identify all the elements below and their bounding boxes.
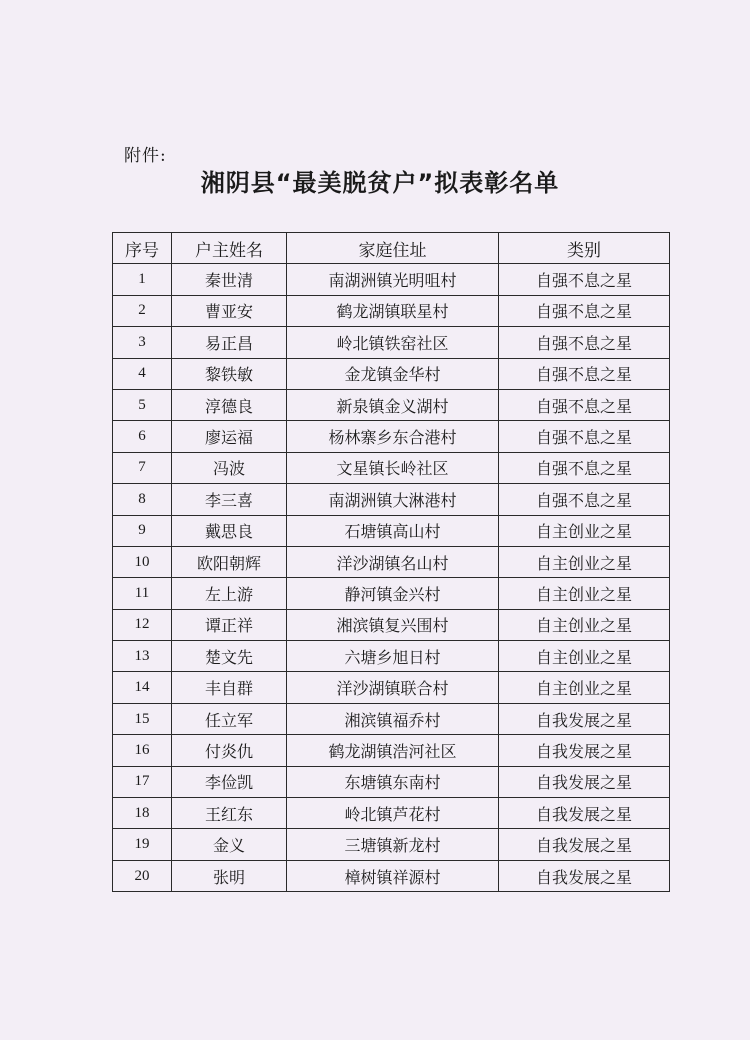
cell-householder-name: 冯波 [172,452,287,483]
commendation-table [112,232,670,892]
cell-home-address: 鹤龙湖镇浩河社区 [287,735,499,766]
cell-householder-name: 易正昌 [172,327,287,358]
table-row [113,641,670,672]
cell-category: 自我发展之星 [499,703,670,734]
table-row [113,766,670,797]
table-row [113,484,670,515]
cell-home-address: 南湖洲镇大淋港村 [287,484,499,515]
cell-serial-number: 2 [113,295,172,326]
cell-category: 自强不息之星 [499,421,670,452]
cell-category: 自主创业之星 [499,641,670,672]
table-row [113,389,670,420]
cell-category: 自我发展之星 [499,735,670,766]
cell-category: 自强不息之星 [499,264,670,295]
cell-home-address: 新泉镇金义湖村 [287,389,499,420]
cell-serial-number: 10 [113,546,172,577]
table-row [113,358,670,389]
table-row [113,295,670,326]
cell-serial-number: 18 [113,798,172,829]
cell-home-address: 南湖洲镇光明咀村 [287,264,499,295]
cell-serial-number: 17 [113,766,172,797]
cell-category: 自主创业之星 [499,578,670,609]
cell-home-address: 樟树镇祥源村 [287,860,499,891]
cell-householder-name: 秦世清 [172,264,287,295]
table-row [113,860,670,891]
cell-householder-name: 谭正祥 [172,609,287,640]
table-row [113,672,670,703]
cell-serial-number: 4 [113,358,172,389]
cell-home-address: 鹤龙湖镇联星村 [287,295,499,326]
cell-category: 自强不息之星 [499,295,670,326]
cell-serial-number: 20 [113,860,172,891]
table-row [113,264,670,295]
cell-householder-name: 张明 [172,860,287,891]
cell-category: 自我发展之星 [499,860,670,891]
cell-householder-name: 李三喜 [172,484,287,515]
cell-serial-number: 3 [113,327,172,358]
table-row [113,609,670,640]
cell-householder-name: 淳德良 [172,389,287,420]
cell-serial-number: 8 [113,484,172,515]
cell-home-address: 东塘镇东南村 [287,766,499,797]
header-home-address: 家庭住址 [287,233,499,264]
cell-householder-name: 李俭凯 [172,766,287,797]
cell-householder-name: 丰自群 [172,672,287,703]
cell-category: 自强不息之星 [499,484,670,515]
table-row [113,829,670,860]
cell-serial-number: 1 [113,264,172,295]
cell-category: 自我发展之星 [499,798,670,829]
table-row [113,515,670,546]
cell-householder-name: 欧阳朝辉 [172,546,287,577]
cell-category: 自强不息之星 [499,327,670,358]
cell-home-address: 六塘乡旭日村 [287,641,499,672]
table-row [113,703,670,734]
cell-serial-number: 11 [113,578,172,609]
cell-category: 自主创业之星 [499,546,670,577]
cell-householder-name: 曹亚安 [172,295,287,326]
cell-home-address: 湘滨镇福乔村 [287,703,499,734]
cell-category: 自强不息之星 [499,452,670,483]
cell-householder-name: 戴思良 [172,515,287,546]
cell-householder-name: 王红东 [172,798,287,829]
header-householder-name: 户主姓名 [172,233,287,264]
cell-serial-number: 13 [113,641,172,672]
header-category: 类别 [499,233,670,264]
cell-home-address: 岭北镇铁窑社区 [287,327,499,358]
cell-category: 自我发展之星 [499,766,670,797]
cell-home-address: 三塘镇新龙村 [287,829,499,860]
cell-householder-name: 金义 [172,829,287,860]
cell-home-address: 岭北镇芦花村 [287,798,499,829]
cell-householder-name: 廖运福 [172,421,287,452]
cell-home-address: 湘滨镇复兴围村 [287,609,499,640]
cell-home-address: 杨林寨乡东合港村 [287,421,499,452]
table-row [113,421,670,452]
cell-home-address: 石塘镇高山村 [287,515,499,546]
table-header-row [113,233,670,264]
table-row [113,452,670,483]
header-serial-number: 序号 [113,233,172,264]
cell-householder-name: 黎铁敏 [172,358,287,389]
cell-serial-number: 12 [113,609,172,640]
attachment-label: 附件: [124,146,167,166]
cell-category: 自我发展之星 [499,829,670,860]
table-body [113,264,670,892]
table-row [113,578,670,609]
cell-home-address: 洋沙湖镇名山村 [287,546,499,577]
cell-category: 自强不息之星 [499,358,670,389]
cell-category: 自主创业之星 [499,515,670,546]
cell-serial-number: 6 [113,421,172,452]
table-row [113,735,670,766]
cell-serial-number: 7 [113,452,172,483]
table-row [113,798,670,829]
cell-householder-name: 付炎仇 [172,735,287,766]
cell-householder-name: 左上游 [172,578,287,609]
cell-home-address: 文星镇长岭社区 [287,452,499,483]
cell-serial-number: 5 [113,389,172,420]
cell-category: 自强不息之星 [499,389,670,420]
cell-category: 自主创业之星 [499,672,670,703]
cell-home-address: 静河镇金兴村 [287,578,499,609]
cell-home-address: 洋沙湖镇联合村 [287,672,499,703]
cell-home-address: 金龙镇金华村 [287,358,499,389]
table-row [113,327,670,358]
cell-householder-name: 楚文先 [172,641,287,672]
cell-category: 自主创业之星 [499,609,670,640]
cell-serial-number: 9 [113,515,172,546]
cell-serial-number: 19 [113,829,172,860]
cell-serial-number: 14 [113,672,172,703]
document-title: 湘阴县“最美脱贫户”拟表彰名单 [200,169,560,197]
cell-serial-number: 16 [113,735,172,766]
table-row [113,546,670,577]
cell-serial-number: 15 [113,703,172,734]
cell-householder-name: 任立军 [172,703,287,734]
